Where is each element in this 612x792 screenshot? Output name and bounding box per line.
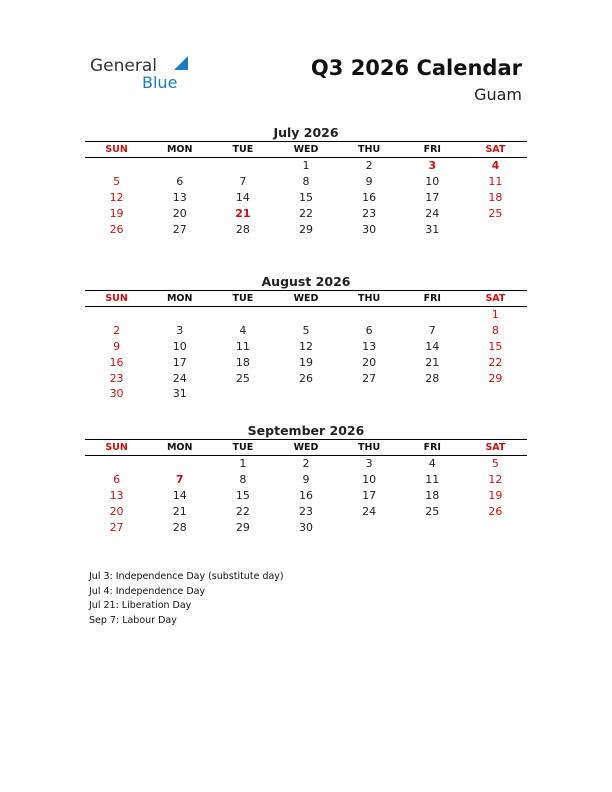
- month-title: September 2026: [247, 423, 365, 438]
- day-cell: 4: [491, 159, 500, 173]
- day-cell: 5: [302, 324, 310, 338]
- holiday-item: Sep 7: Labour Day: [89, 614, 177, 626]
- weekday-header: WED: [293, 144, 319, 155]
- day-cell: 14: [235, 190, 250, 204]
- weekday-header: WED: [293, 293, 319, 304]
- day-cell: 23: [298, 504, 313, 518]
- day-cell: 30: [109, 387, 124, 401]
- weekday-header: SUN: [105, 442, 128, 453]
- week-row: [85, 339, 527, 355]
- day-cell: 3: [428, 159, 437, 173]
- week-row: [85, 323, 527, 339]
- logo: [90, 56, 190, 92]
- day-cell: 12: [488, 473, 503, 487]
- day-cell: 24: [425, 206, 440, 220]
- day-cell: 19: [298, 355, 313, 369]
- month-july: [85, 124, 527, 237]
- day-cell: 18: [235, 355, 250, 369]
- day-cell: 21: [235, 206, 251, 220]
- day-cell: 9: [113, 339, 121, 353]
- week-row: [85, 354, 527, 370]
- day-cell: 26: [298, 371, 313, 385]
- day-cell: 13: [172, 190, 187, 204]
- day-cell: 22: [488, 355, 503, 369]
- day-cell: 11: [488, 175, 503, 189]
- weekday-header: MON: [166, 144, 193, 155]
- day-cell: 23: [362, 206, 377, 220]
- weekday-header: THU: [358, 293, 381, 304]
- day-cell: 26: [488, 504, 503, 518]
- day-cell: 2: [113, 324, 121, 338]
- day-cell: 1: [239, 457, 247, 471]
- week-row: [85, 488, 527, 504]
- day-cell: 30: [362, 222, 377, 236]
- day-cell: 3: [365, 457, 373, 471]
- day-cell: 11: [425, 473, 440, 487]
- day-cell: 20: [362, 355, 377, 369]
- weekday-header: FRI: [423, 293, 441, 304]
- weekday-header: TUE: [232, 442, 254, 453]
- day-cell: 30: [298, 520, 313, 534]
- day-cell: 21: [172, 504, 187, 518]
- week-row: [85, 456, 527, 472]
- day-cell: 9: [302, 473, 310, 487]
- day-cell: 7: [175, 473, 184, 487]
- day-cell: 8: [302, 175, 310, 189]
- day-cell: 18: [425, 488, 440, 502]
- month-title: August 2026: [261, 274, 351, 289]
- day-cell: 25: [235, 371, 250, 385]
- day-cell: 2: [365, 159, 373, 173]
- day-cell: 22: [298, 206, 313, 220]
- month-title: July 2026: [273, 125, 339, 140]
- day-cell: 28: [425, 371, 440, 385]
- week-row: [85, 174, 527, 190]
- day-cell: 18: [488, 190, 503, 204]
- weekday-header-row: [85, 290, 527, 307]
- day-cell: 10: [172, 339, 187, 353]
- day-cell: 14: [172, 488, 187, 502]
- day-cell: 12: [298, 339, 313, 353]
- day-cell: 12: [109, 190, 124, 204]
- weekday-header-row: [85, 439, 527, 456]
- day-cell: 15: [488, 339, 503, 353]
- day-cell: 19: [488, 488, 503, 502]
- weekday-header: FRI: [423, 144, 441, 155]
- day-cell: 29: [298, 222, 313, 236]
- day-cell: 4: [239, 324, 247, 338]
- day-cell: 24: [172, 371, 187, 385]
- holiday-item: Jul 4: Independence Day: [89, 585, 206, 597]
- logo-blue-text: Blue: [142, 73, 178, 92]
- day-cell: 17: [362, 488, 377, 502]
- weekday-header: MON: [166, 293, 193, 304]
- day-cell: 15: [298, 190, 313, 204]
- day-cell: 28: [172, 520, 187, 534]
- weekday-header: WED: [293, 442, 319, 453]
- weekday-header: THU: [358, 442, 381, 453]
- day-cell: 6: [365, 324, 373, 338]
- day-cell: 5: [113, 175, 121, 189]
- day-cell: 14: [425, 339, 440, 353]
- logo-general-text: General: [90, 56, 157, 76]
- weekday-header: THU: [358, 144, 381, 155]
- week-row: [85, 205, 527, 221]
- holiday-list: [89, 570, 284, 628]
- holiday-item: Jul 3: Independence Day (substitute day): [89, 571, 284, 582]
- day-cell: 19: [109, 206, 124, 220]
- week-row: [85, 472, 527, 488]
- day-cell: 3: [176, 324, 184, 338]
- day-cell: 2: [302, 457, 310, 471]
- day-cell: 25: [488, 206, 503, 220]
- page-title: Q3 2026 Calendar: [310, 56, 522, 80]
- day-cell: 8: [239, 473, 247, 487]
- day-cell: 17: [425, 190, 440, 204]
- week-row: [85, 386, 527, 402]
- day-cell: 1: [302, 159, 310, 173]
- logo-flag-icon: [174, 56, 188, 70]
- day-cell: 25: [425, 504, 440, 518]
- day-cell: 24: [362, 504, 377, 518]
- day-cell: 29: [235, 520, 250, 534]
- week-row: [85, 221, 527, 237]
- weekday-header: SAT: [485, 293, 506, 304]
- day-cell: 1: [491, 308, 499, 322]
- day-cell: 10: [425, 175, 440, 189]
- day-cell: 21: [425, 355, 440, 369]
- weekday-header: TUE: [232, 293, 254, 304]
- week-row: [85, 190, 527, 206]
- week-row: [85, 307, 527, 323]
- day-cell: 26: [109, 222, 124, 236]
- week-row: [85, 519, 527, 535]
- day-cell: 9: [365, 175, 373, 189]
- weekday-header: SAT: [485, 144, 506, 155]
- holiday-item: Jul 21: Liberation Day: [89, 600, 192, 611]
- day-cell: 4: [428, 457, 436, 471]
- day-cell: 5: [491, 457, 499, 471]
- day-cell: 22: [235, 504, 250, 518]
- week-row: [85, 370, 527, 386]
- day-cell: 23: [109, 371, 124, 385]
- day-cell: 27: [362, 371, 377, 385]
- day-cell: 6: [113, 473, 121, 487]
- region-name: Guam: [474, 85, 522, 104]
- month-september: [85, 422, 527, 535]
- day-cell: 16: [298, 488, 313, 502]
- weekday-header: SUN: [105, 293, 128, 304]
- weekday-header: SAT: [485, 442, 506, 453]
- week-row: [85, 158, 527, 174]
- weekday-header: TUE: [232, 144, 254, 155]
- day-cell: 8: [491, 324, 499, 338]
- day-cell: 16: [109, 355, 124, 369]
- day-cell: 31: [172, 387, 187, 401]
- day-cell: 6: [176, 175, 184, 189]
- day-cell: 20: [172, 206, 187, 220]
- day-cell: 28: [235, 222, 250, 236]
- day-cell: 27: [109, 520, 124, 534]
- day-cell: 11: [235, 339, 250, 353]
- weekday-header-row: [85, 141, 527, 158]
- weekday-header: MON: [166, 442, 193, 453]
- day-cell: 17: [172, 355, 187, 369]
- day-cell: 10: [362, 473, 377, 487]
- day-cell: 29: [488, 371, 503, 385]
- day-cell: 31: [425, 222, 440, 236]
- day-cell: 20: [109, 504, 124, 518]
- week-row: [85, 503, 527, 519]
- day-cell: 16: [362, 190, 377, 204]
- day-cell: 13: [109, 488, 124, 502]
- day-cell: 15: [235, 488, 250, 502]
- weekday-header: FRI: [423, 442, 441, 453]
- month-august: [85, 273, 527, 402]
- weekday-header: SUN: [105, 144, 128, 155]
- day-cell: 7: [428, 324, 436, 338]
- day-cell: 27: [172, 222, 187, 236]
- day-cell: 13: [362, 339, 377, 353]
- day-cell: 7: [239, 175, 247, 189]
